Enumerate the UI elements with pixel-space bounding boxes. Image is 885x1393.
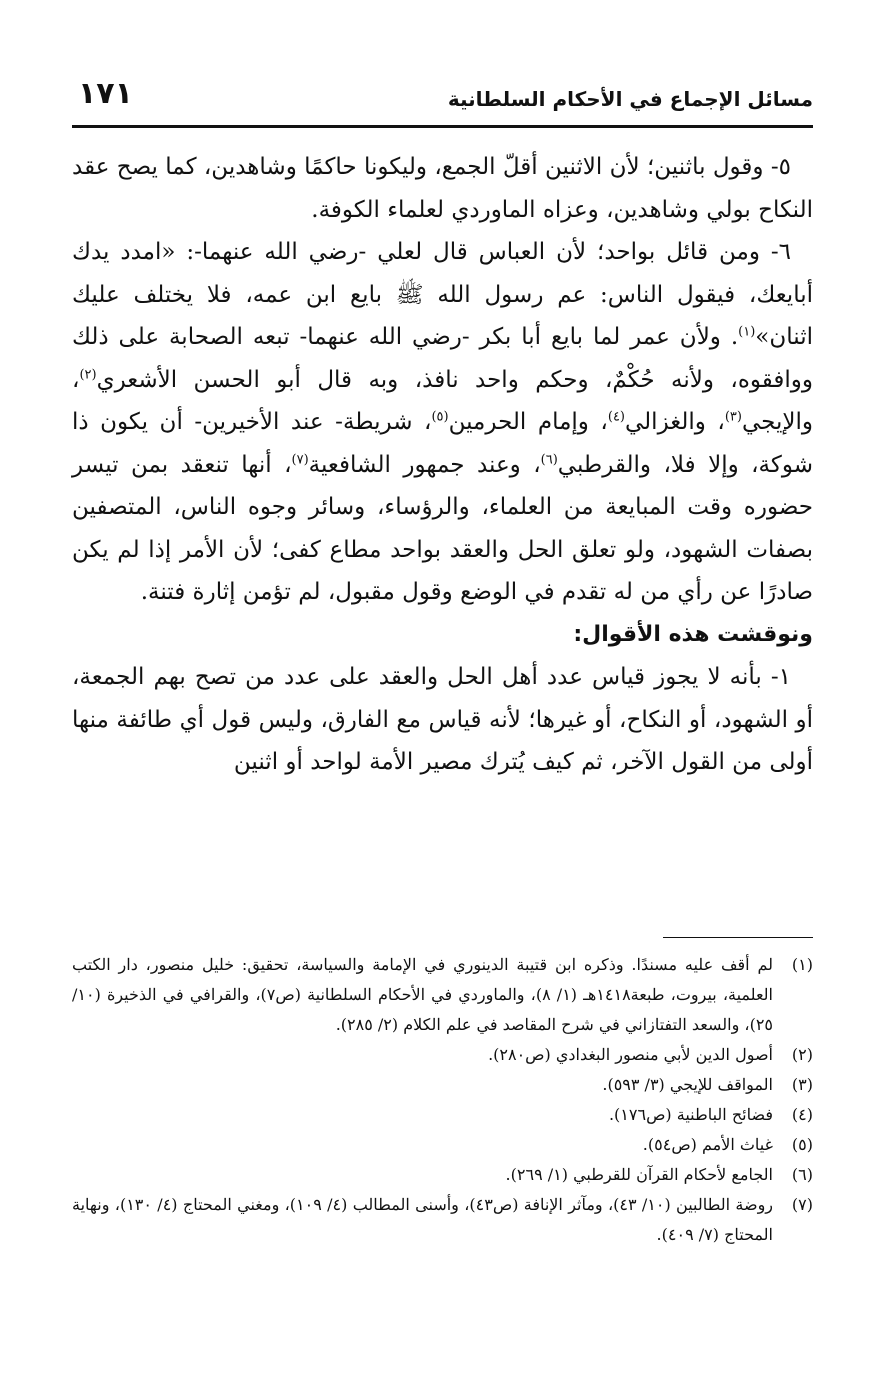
footnote-marker-5[interactable]: (٥)	[431, 409, 449, 425]
footnote-item	[72, 1190, 813, 1250]
footnote-text: فضائح الباطنية (ص١٧٦).	[608, 1105, 773, 1124]
text-run: ، والغزالي	[625, 409, 725, 435]
text-run: ٦- ومن قائل بواحد؛ لأن العباس قال لعلي -رضي الله عنهما-: «امدد يدك أبايعك، فيقول الناس: عم رسول الله ﷺ بايع ابن عمه، فلا يختلف عليك اثنان»	[72, 239, 813, 350]
footnote-marker-6[interactable]: (٦)	[540, 451, 558, 467]
text-run: . ولأن عمر لما بايع أبا بكر -رضي الله عنهما- تبعه الصحابة على ذلك ووافقوه، ولأنه حُكْمٌ، وحكم واحد نافذ، وبه قال أبو الحسن الأشعري	[72, 324, 813, 393]
footnote-text: الجامع لأحكام القرآن للقرطبي (١/ ٢٦٩).	[505, 1165, 773, 1184]
paragraph-6	[72, 231, 813, 614]
text-run: ، وإمام الحرمين	[448, 409, 608, 435]
footnote-item	[72, 1130, 813, 1160]
paragraph-discussion-1: ١- بأنه لا يجوز قياس عدد أهل الحل والعقد على عدد من تصح بهم الجمعة، أو الشهود، أو النكاح، أو غيرها؛ لأنه قياس مع الفارق، وليس قول أي طائفة منها أولى من القول الآخر، ثم كيف يُترك مصير الأمة لواحد أو اثنين	[72, 664, 813, 775]
footnote-number: (٣)	[791, 1075, 813, 1094]
footnote-marker-2[interactable]: (٢)	[79, 366, 97, 382]
text-run: ، شريطة- عند الأخيرين- أن يكون ذا شوكة، وإلا فلا، والقرطبي	[72, 409, 813, 478]
page-header	[72, 70, 813, 128]
footnote-text: المواقف للإيجي (٣/ ٥٩٣).	[602, 1075, 773, 1094]
footnote-item	[72, 1040, 813, 1070]
footnote-text: لم أقف عليه مسندًا. وذكره ابن قتيبة الدينوري في الإمامة والسياسة، تحقيق: خليل منصور، دار الكتب العلمية، بيروت، طبعة١٤١٨هـ (١/ ٨)، والماوردي في الأحكام السلطانية (ص٧)، والقرافي في الذخيرة (١٠/ ٢٥)، والسعد التفتازاني في شرح المقاصد في علم الكلام (٢/ ٢٨٥).	[72, 955, 774, 1034]
footnote-marker-4[interactable]: (٤)	[607, 409, 625, 425]
paragraph-5: ٥- وقول باثنين؛ لأن الاثنين أقلّ الجمع، وليكونا حاكمًا وشاهدين، كما يصح عقد النكاح بولي وشاهدين، وعزاه الماوردي لعلماء الكوفة.	[72, 154, 813, 223]
footnote-item	[72, 950, 813, 1040]
footnote-text: روضة الطالبين (١٠/ ٤٣)، ومآثر الإنافة (ص٤٣)، وأسنى المطالب (٤/ ١٠٩)، ومغني المحتاج (٤/ ١٣٠)، ونهاية المحتاج (٧/ ٤٠٩).	[72, 1195, 774, 1244]
page-number: ١٧١	[78, 76, 133, 111]
section-subheading: ونوقشت هذه الأقوال:	[573, 621, 813, 647]
footnote-separator	[663, 937, 813, 938]
main-text	[72, 146, 813, 784]
footnote-marker-3[interactable]: (٣)	[724, 409, 742, 425]
footnote-item	[72, 1070, 813, 1100]
footnote-number: (٧)	[791, 1195, 813, 1214]
footnote-number: (٥)	[791, 1135, 813, 1154]
footnote-text: غياث الأمم (ص٥٤).	[642, 1135, 773, 1154]
header-rule	[72, 125, 813, 128]
text-run: ، وعند جمهور الشافعية	[308, 451, 541, 478]
footnote-marker-7[interactable]: (٧)	[291, 451, 309, 467]
footnote-number: (٦)	[791, 1165, 813, 1184]
footnote-item	[72, 1100, 813, 1130]
footnotes	[72, 950, 813, 1250]
footnote-number: (٤)	[791, 1105, 813, 1124]
footnote-marker-1[interactable]: (١)	[738, 324, 756, 340]
text-run: ، أنها تنعقد بمن تيسر حضوره وقت المبايعة من العلماء، والرؤساء، وسائر وجوه الناس، المتصفين بصفات الشهود، ولو تعلق الحل والعقد بواحد مطاع كفى؛ لأن الأمر إذا لم يكن صادرًا عن رأي من له تقدم في الوضع وقول مقبول، لم تؤمن إثارة فتنة.	[72, 451, 813, 605]
running-title: مسائل الإجماع في الأحكام السلطانية	[447, 87, 813, 111]
footnote-number: (١)	[791, 955, 813, 974]
footnote-text: أصول الدين لأبي منصور البغدادي (ص٢٨٠).	[488, 1045, 773, 1064]
footnote-number: (٢)	[791, 1045, 813, 1064]
text-run: ، والإيجي	[72, 366, 813, 435]
footnote-item	[72, 1160, 813, 1190]
